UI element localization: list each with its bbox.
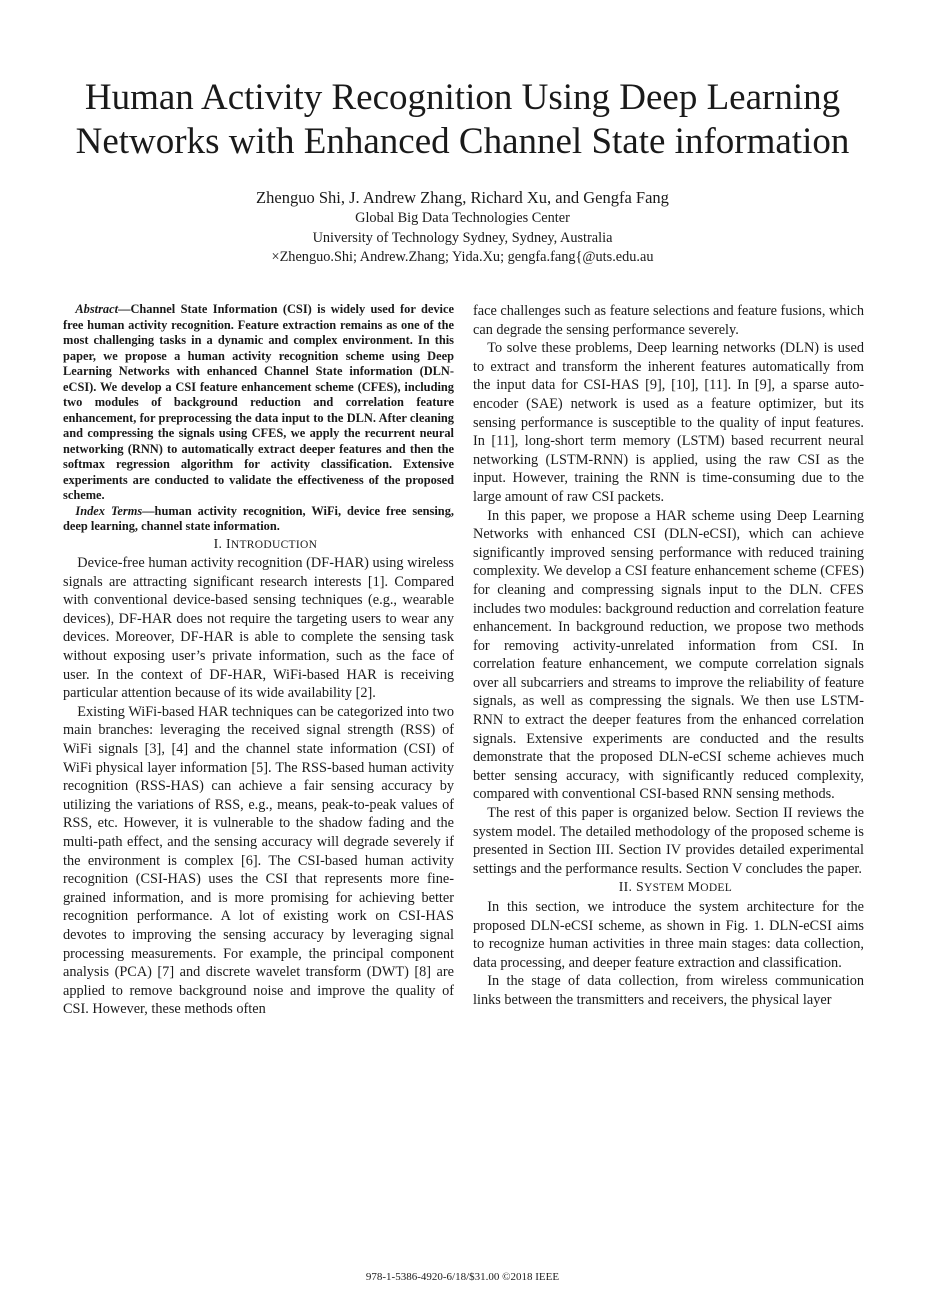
body-paragraph: In the stage of data collection, from wireless communication links between the transmitters and receivers, the physical layer [473,973,864,1008]
copyright-footer: 978-1-5386-4920-6/18/$31.00 ©2018 IEEE [365,1271,560,1283]
author-list: Zhenguo Shi, J. Andrew Zhang, Richard Xu, and Gengfa Fang [256,188,669,207]
index-terms [63,504,454,535]
left-column [63,302,454,1019]
body-paragraph: The rest of this paper is organized below. Section II reviews the system model. The detailed methodology of the proposed scheme is presented in Section III. Section IV provides detailed experimental settings and the performance results. Section V concludes the paper. [473,805,864,877]
body-paragraph: In this paper, we propose a HAR scheme using Deep Learning Networks with enhanced CSI (DLN-eCSI), which can achieve significantly improved sensing performance with reduced training complexity. We develop a CSI feature enhancement scheme (CFES) for cleaning and compressing signals input to the DLN. CFES includes two modules: background reduction and correlation feature enhancement. In background reduction, we propose two methods for removing activity-unrelated information from CSI. In correlation feature enhancement, we compute correlation signals over all subcarriers and streams to improve the reliability of feature signals, as well as compressing the signals. We then use LSTM-RNN to extract the deeper features from the enhanced correlation signals. Extensive experiments are conducted and the results demonstrate that the proposed DLN-eCSI scheme achieves much better sensing accuracy, with significantly reduced complexity, compared with conventional CSI-based RNN sensing methods. [473,507,864,803]
index-terms-label: Index Terms [75,503,143,518]
body-paragraph: In this section, we introduce the system architecture for the proposed DLN-eCSI scheme, as shown in Fig. 1. DLN-eCSI aims to recognize human activities in three main stages: data collection, data processing, and deeper feature extraction and classification. [473,899,864,971]
abstract-paragraph [63,302,454,504]
abstract-label: Abstract [75,302,119,316]
body-paragraph: To solve these problems, Deep learning networks (DLN) is used to extract and transform the inherent features automatically from the input data for CSI-HAS [9], [10], [11]. In [9], a sparse auto-encoder (SAE) network is used as a feature optimizer, but its sensing performance is susceptible to the quality of input features. In [11], long-short term memory (LSTM) based recurrent neural networking (LSTM-RNN) is applied, using the raw CSI as the input. However, training the RNN is time-consuming due to the large amount of raw CSI packets. [473,340,864,505]
affiliation [0,209,925,268]
abstract [63,302,454,535]
affiliation-line-2: University of Technology Sydney, Sydney, Australia [312,229,613,246]
section-heading-system-model: II. SYSTEM MODEL [618,879,733,895]
body-paragraph: face challenges such as feature selections and feature fusions, which can degrade the sensing performance severely. [473,303,864,338]
right-column [473,302,864,1010]
section-heading-introduction: I. INTRODUCTION [213,535,318,551]
abstract-text: —Channel State Information (CSI) is widely used for device free human activity recognition. Feature extraction remains as one of the most challenging tasks in a dynamic and complex environment. In this paper, we propose a human activity recognition scheme using Deep Learning Networks with enhanced Channel State information (DLN-eCSI). We develop a CSI feature enhancement scheme (CFES), including two modules of background reduction and correlation feature enhancement, for preprocessing the data input to the DLN. After cleaning and compressing the signals using CFES, we apply the recurrent neural networking (RNN) to automatically extract deeper features and then the softmax regression algorithm for activity classification. Extensive experiments are conducted to validate the effectiveness of the proposed scheme. [63,302,454,502]
body-paragraph: Existing WiFi-based HAR techniques can be categorized into two main branches: leveraging the received signal strength (RSS) of WiFi signals [3], [4] and the channel state information (CSI) of WiFi physical layer information [5]. The RSS-based human activity recognition (RSS-HAS) can achieve a fair sensing accuracy by utilizing the variations of RSS, e.g., means, peak-to-peak values of RSS, etc. However, it is vulnerable to the shadow fading and the multi-path effect, and the sensing accuracy will degrade severely if the environment is complex [6]. The CSI-based human activity recognition (CSI-HAS) uses the CSI that represents more fine-grained information, and is more promising for achieving better recognition performance. A lot of existing work on CSI-HAS devotes to improving the sensing accuracy by leveraging signal processing measurements. For example, the principal component analysis (PCA) [7] and discrete wavelet transform (DWT) [8] are applied to remove background noise and improve the quality of CSI. However, these methods often [63,703,454,1018]
index-terms-text: —human activity recognition, WiFi, device free sensing, deep learning, channel state information. [63,503,454,533]
affiliation-emails: ×Zhenguo.Shi; Andrew.Zhang; Yida.Xu; gengfa.fang{@uts.edu.au [271,249,654,265]
paper-title: Human Activity Recognition Using Deep Learning Networks with Enhanced Channel State information [75,77,850,162]
affiliation-line-1: Global Big Data Technologies Center [355,210,570,226]
body-paragraph: Device-free human activity recognition (DF-HAR) using wireless signals are attracting significant research interests [1]. Compared with conventional device-based sensing techniques (e.g., wearable devices), DF-HAR does not require the targeting users to wear any devices. Moreover, DF-HAR is able to complete the sensing task without exposing user’s private information, such as the face of user. In the context of DF-HAR, WiFi-based HAR is receiving particular attention because of its wide availability [2]. [63,555,454,702]
